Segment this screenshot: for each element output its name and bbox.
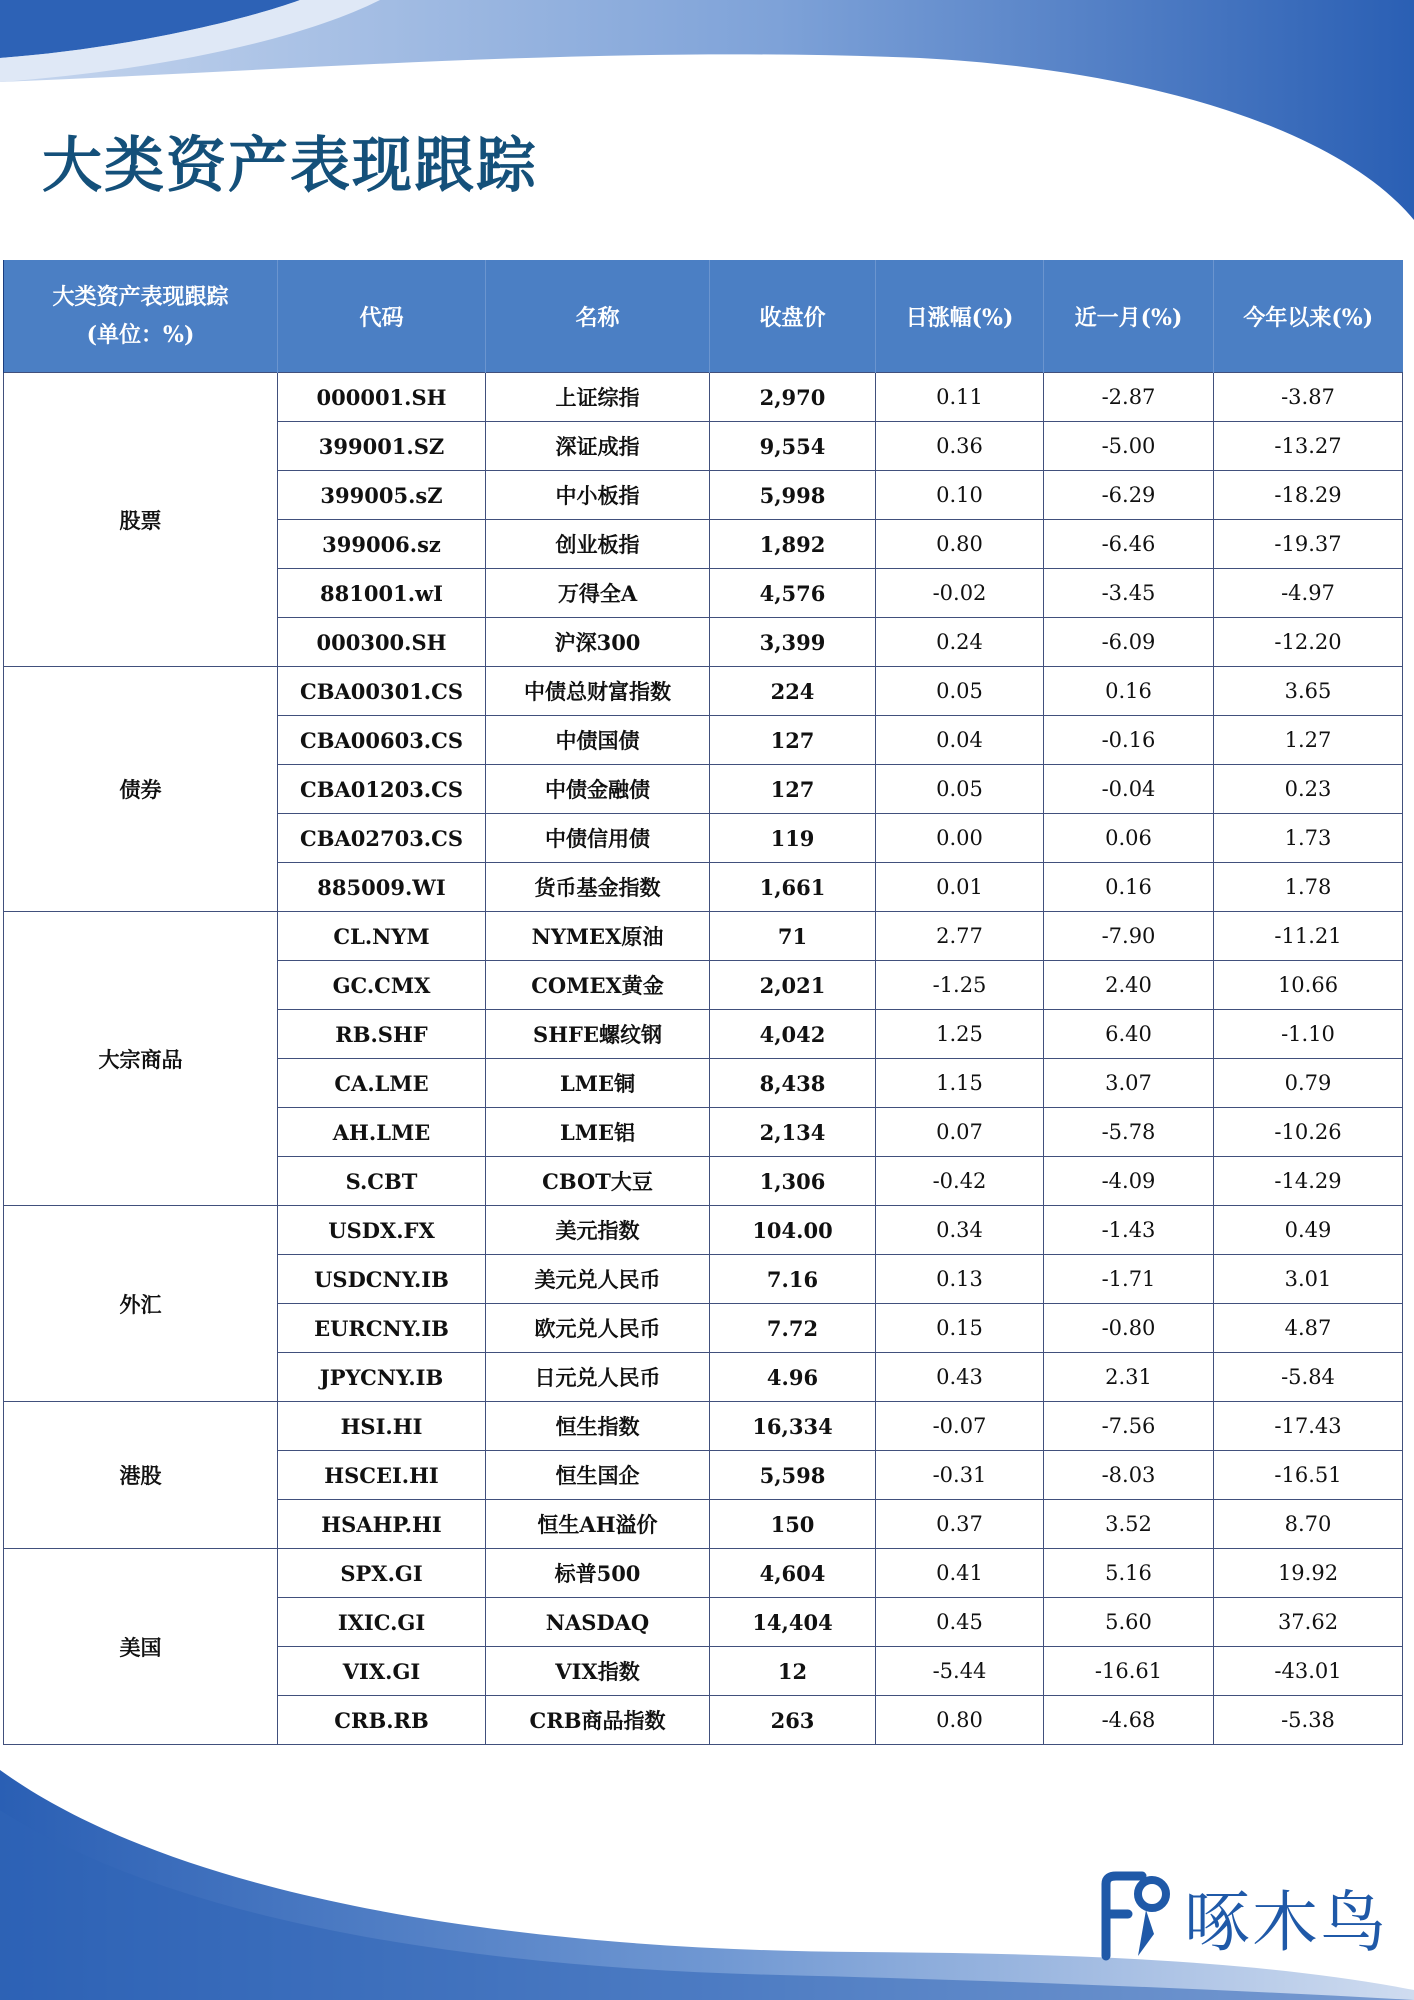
header-ytd-change: 今年以来(%) — [1214, 260, 1403, 373]
month-change-cell: -5.00 — [1044, 422, 1214, 471]
category-cell: 大宗商品 — [4, 912, 278, 1206]
month-change-cell: 3.07 — [1044, 1059, 1214, 1108]
asset-name-cell: LME铝 — [486, 1108, 710, 1157]
asset-code-cell: 000001.SH — [278, 373, 486, 422]
month-change-cell: 0.16 — [1044, 667, 1214, 716]
daily-change-cell: -5.44 — [876, 1647, 1044, 1696]
close-price-cell: 2,134 — [710, 1108, 876, 1157]
month-change-cell: 3.52 — [1044, 1500, 1214, 1549]
month-change-cell: 0.06 — [1044, 814, 1214, 863]
ytd-change-cell: -17.43 — [1214, 1402, 1403, 1451]
daily-change-cell: 0.80 — [876, 1696, 1044, 1745]
asset-name-cell: NASDAQ — [486, 1598, 710, 1647]
ytd-change-cell: -1.10 — [1214, 1010, 1403, 1059]
asset-name-cell: 日元兑人民币 — [486, 1353, 710, 1402]
ytd-change-cell: -4.97 — [1214, 569, 1403, 618]
ytd-change-cell: -5.84 — [1214, 1353, 1403, 1402]
table-row — [4, 373, 1403, 422]
asset-name-cell: 中债国债 — [486, 716, 710, 765]
daily-change-cell: 0.15 — [876, 1304, 1044, 1353]
ytd-change-cell: -11.21 — [1214, 912, 1403, 961]
month-change-cell: -8.03 — [1044, 1451, 1214, 1500]
close-price-cell: 14,404 — [710, 1598, 876, 1647]
month-change-cell: -5.78 — [1044, 1108, 1214, 1157]
asset-name-cell: 美元指数 — [486, 1206, 710, 1255]
daily-change-cell: 0.05 — [876, 765, 1044, 814]
asset-name-cell: 恒生AH溢价 — [486, 1500, 710, 1549]
close-price-cell: 127 — [710, 765, 876, 814]
header-close: 收盘价 — [710, 260, 876, 373]
asset-code-cell: S.CBT — [278, 1157, 486, 1206]
close-price-cell: 1,306 — [710, 1157, 876, 1206]
daily-change-cell: 0.37 — [876, 1500, 1044, 1549]
daily-change-cell: 0.10 — [876, 471, 1044, 520]
asset-code-cell: EURCNY.IB — [278, 1304, 486, 1353]
asset-name-cell: 货币基金指数 — [486, 863, 710, 912]
ytd-change-cell: 3.01 — [1214, 1255, 1403, 1304]
asset-name-cell: VIX指数 — [486, 1647, 710, 1696]
ytd-change-cell: -14.29 — [1214, 1157, 1403, 1206]
ytd-change-cell: 19.92 — [1214, 1549, 1403, 1598]
asset-name-cell: CBOT大豆 — [486, 1157, 710, 1206]
daily-change-cell: 0.07 — [876, 1108, 1044, 1157]
month-change-cell: -3.45 — [1044, 569, 1214, 618]
close-price-cell: 7.16 — [710, 1255, 876, 1304]
header-category-title: 大类资产表现跟踪 — [52, 284, 229, 310]
ytd-change-cell: 4.87 — [1214, 1304, 1403, 1353]
header-name: 名称 — [486, 260, 710, 373]
category-cell: 外汇 — [4, 1206, 278, 1402]
ytd-change-cell: 8.70 — [1214, 1500, 1403, 1549]
header-category-unit: (单位：%) — [86, 322, 195, 348]
woodpecker-logo-icon — [1098, 1870, 1178, 1962]
asset-name-cell: 恒生指数 — [486, 1402, 710, 1451]
month-change-cell: 6.40 — [1044, 1010, 1214, 1059]
month-change-cell: -1.43 — [1044, 1206, 1214, 1255]
close-price-cell: 104.00 — [710, 1206, 876, 1255]
close-price-cell: 4,576 — [710, 569, 876, 618]
table-row — [4, 912, 1403, 961]
month-change-cell: 2.31 — [1044, 1353, 1214, 1402]
month-change-cell: 2.40 — [1044, 961, 1214, 1010]
daily-change-cell: 1.15 — [876, 1059, 1044, 1108]
daily-change-cell: 0.13 — [876, 1255, 1044, 1304]
asset-name-cell: 万得全A — [486, 569, 710, 618]
close-price-cell: 9,554 — [710, 422, 876, 471]
brand-logo — [1098, 1868, 1388, 1964]
ytd-change-cell: 37.62 — [1214, 1598, 1403, 1647]
asset-code-cell: VIX.GI — [278, 1647, 486, 1696]
close-price-cell: 127 — [710, 716, 876, 765]
close-price-cell: 3,399 — [710, 618, 876, 667]
asset-name-cell: 中债信用债 — [486, 814, 710, 863]
ytd-change-cell: -43.01 — [1214, 1647, 1403, 1696]
asset-name-cell: 创业板指 — [486, 520, 710, 569]
month-change-cell: -2.87 — [1044, 373, 1214, 422]
asset-code-cell: JPYCNY.IB — [278, 1353, 486, 1402]
ytd-change-cell: -18.29 — [1214, 471, 1403, 520]
month-change-cell: -16.61 — [1044, 1647, 1214, 1696]
month-change-cell: 5.60 — [1044, 1598, 1214, 1647]
ytd-change-cell: -13.27 — [1214, 422, 1403, 471]
ytd-change-cell: -19.37 — [1214, 520, 1403, 569]
asset-name-cell: 标普500 — [486, 1549, 710, 1598]
close-price-cell: 2,970 — [710, 373, 876, 422]
asset-code-cell: 399005.sZ — [278, 471, 486, 520]
asset-code-cell: RB.SHF — [278, 1010, 486, 1059]
month-change-cell: -7.56 — [1044, 1402, 1214, 1451]
asset-code-cell: SPX.GI — [278, 1549, 486, 1598]
asset-code-cell: HSAHP.HI — [278, 1500, 486, 1549]
close-price-cell: 119 — [710, 814, 876, 863]
daily-change-cell: 0.05 — [876, 667, 1044, 716]
month-change-cell: -4.68 — [1044, 1696, 1214, 1745]
asset-name-cell: SHFE螺纹钢 — [486, 1010, 710, 1059]
daily-change-cell: -0.31 — [876, 1451, 1044, 1500]
asset-code-cell: CBA00603.CS — [278, 716, 486, 765]
category-cell: 美国 — [4, 1549, 278, 1745]
page-title: 大类资产表现跟踪 — [42, 131, 538, 201]
close-price-cell: 7.72 — [710, 1304, 876, 1353]
close-price-cell: 5,998 — [710, 471, 876, 520]
close-price-cell: 2,021 — [710, 961, 876, 1010]
header-month-change: 近一月(%) — [1044, 260, 1214, 373]
asset-name-cell: 中小板指 — [486, 471, 710, 520]
close-price-cell: 150 — [710, 1500, 876, 1549]
asset-code-cell: CBA01203.CS — [278, 765, 486, 814]
asset-name-cell: 沪深300 — [486, 618, 710, 667]
daily-change-cell: 0.34 — [876, 1206, 1044, 1255]
header-code: 代码 — [278, 260, 486, 373]
month-change-cell: -6.29 — [1044, 471, 1214, 520]
close-price-cell: 4,042 — [710, 1010, 876, 1059]
asset-code-cell: HSI.HI — [278, 1402, 486, 1451]
ytd-change-cell: 1.78 — [1214, 863, 1403, 912]
asset-name-cell: 中债总财富指数 — [486, 667, 710, 716]
close-price-cell: 224 — [710, 667, 876, 716]
ytd-change-cell: 1.27 — [1214, 716, 1403, 765]
month-change-cell: 0.16 — [1044, 863, 1214, 912]
asset-name-cell: CRB商品指数 — [486, 1696, 710, 1745]
asset-code-cell: 000300.SH — [278, 618, 486, 667]
table-row — [4, 1402, 1403, 1451]
asset-name-cell: NYMEX原油 — [486, 912, 710, 961]
daily-change-cell: 0.36 — [876, 422, 1044, 471]
asset-name-cell: 上证综指 — [486, 373, 710, 422]
ytd-change-cell: 0.23 — [1214, 765, 1403, 814]
asset-code-cell: GC.CMX — [278, 961, 486, 1010]
header-daily-change: 日涨幅(%) — [876, 260, 1044, 373]
daily-change-cell: 0.24 — [876, 618, 1044, 667]
asset-code-cell: CBA00301.CS — [278, 667, 486, 716]
asset-code-cell: IXIC.GI — [278, 1598, 486, 1647]
asset-code-cell: 881001.wI — [278, 569, 486, 618]
table-header-row — [4, 260, 1403, 373]
month-change-cell: 5.16 — [1044, 1549, 1214, 1598]
table-row — [4, 1206, 1403, 1255]
daily-change-cell: 0.43 — [876, 1353, 1044, 1402]
asset-code-cell: CRB.RB — [278, 1696, 486, 1745]
ytd-change-cell: -5.38 — [1214, 1696, 1403, 1745]
daily-change-cell: 0.80 — [876, 520, 1044, 569]
ytd-change-cell: -16.51 — [1214, 1451, 1403, 1500]
daily-change-cell: -0.02 — [876, 569, 1044, 618]
daily-change-cell: 0.01 — [876, 863, 1044, 912]
close-price-cell: 4.96 — [710, 1353, 876, 1402]
table-row — [4, 667, 1403, 716]
ytd-change-cell: 1.73 — [1214, 814, 1403, 863]
ytd-change-cell: 3.65 — [1214, 667, 1403, 716]
header-category — [4, 260, 278, 373]
asset-code-cell: AH.LME — [278, 1108, 486, 1157]
table-body — [4, 373, 1403, 1745]
asset-code-cell: CL.NYM — [278, 912, 486, 961]
month-change-cell: -6.46 — [1044, 520, 1214, 569]
daily-change-cell: -0.42 — [876, 1157, 1044, 1206]
daily-change-cell: 0.11 — [876, 373, 1044, 422]
daily-change-cell: 0.41 — [876, 1549, 1044, 1598]
close-price-cell: 5,598 — [710, 1451, 876, 1500]
month-change-cell: -0.04 — [1044, 765, 1214, 814]
asset-code-cell: 885009.WI — [278, 863, 486, 912]
category-cell: 债券 — [4, 667, 278, 912]
asset-code-cell: CBA02703.CS — [278, 814, 486, 863]
asset-code-cell: CA.LME — [278, 1059, 486, 1108]
close-price-cell: 263 — [710, 1696, 876, 1745]
daily-change-cell: 0.00 — [876, 814, 1044, 863]
category-cell: 股票 — [4, 373, 278, 667]
daily-change-cell: -0.07 — [876, 1402, 1044, 1451]
close-price-cell: 1,892 — [710, 520, 876, 569]
ytd-change-cell: -10.26 — [1214, 1108, 1403, 1157]
asset-name-cell: 深证成指 — [486, 422, 710, 471]
asset-name-cell: 恒生国企 — [486, 1451, 710, 1500]
table-row — [4, 1549, 1403, 1598]
asset-code-cell: HSCEI.HI — [278, 1451, 486, 1500]
asset-name-cell: 美元兑人民币 — [486, 1255, 710, 1304]
close-price-cell: 1,661 — [710, 863, 876, 912]
month-change-cell: -0.80 — [1044, 1304, 1214, 1353]
daily-change-cell: 0.45 — [876, 1598, 1044, 1647]
daily-change-cell: 2.77 — [876, 912, 1044, 961]
logo-text: 啄木鸟 — [1184, 1883, 1388, 1961]
asset-code-cell: USDCNY.IB — [278, 1255, 486, 1304]
asset-code-cell: 399001.SZ — [278, 422, 486, 471]
close-price-cell: 12 — [710, 1647, 876, 1696]
month-change-cell: -0.16 — [1044, 716, 1214, 765]
category-cell: 港股 — [4, 1402, 278, 1549]
close-price-cell: 8,438 — [710, 1059, 876, 1108]
ytd-change-cell: -3.87 — [1214, 373, 1403, 422]
ytd-change-cell: 0.49 — [1214, 1206, 1403, 1255]
asset-code-cell: 399006.sz — [278, 520, 486, 569]
close-price-cell: 4,604 — [710, 1549, 876, 1598]
asset-name-cell: LME铜 — [486, 1059, 710, 1108]
ytd-change-cell: 10.66 — [1214, 961, 1403, 1010]
asset-name-cell: COMEX黄金 — [486, 961, 710, 1010]
ytd-change-cell: 0.79 — [1214, 1059, 1403, 1108]
month-change-cell: -4.09 — [1044, 1157, 1214, 1206]
ytd-change-cell: -12.20 — [1214, 618, 1403, 667]
daily-change-cell: 1.25 — [876, 1010, 1044, 1059]
asset-name-cell: 欧元兑人民币 — [486, 1304, 710, 1353]
daily-change-cell: 0.04 — [876, 716, 1044, 765]
month-change-cell: -7.90 — [1044, 912, 1214, 961]
close-price-cell: 71 — [710, 912, 876, 961]
daily-change-cell: -1.25 — [876, 961, 1044, 1010]
month-change-cell: -6.09 — [1044, 618, 1214, 667]
asset-name-cell: 中债金融债 — [486, 765, 710, 814]
asset-performance-table — [3, 260, 1403, 1745]
asset-code-cell: USDX.FX — [278, 1206, 486, 1255]
close-price-cell: 16,334 — [710, 1402, 876, 1451]
month-change-cell: -1.71 — [1044, 1255, 1214, 1304]
